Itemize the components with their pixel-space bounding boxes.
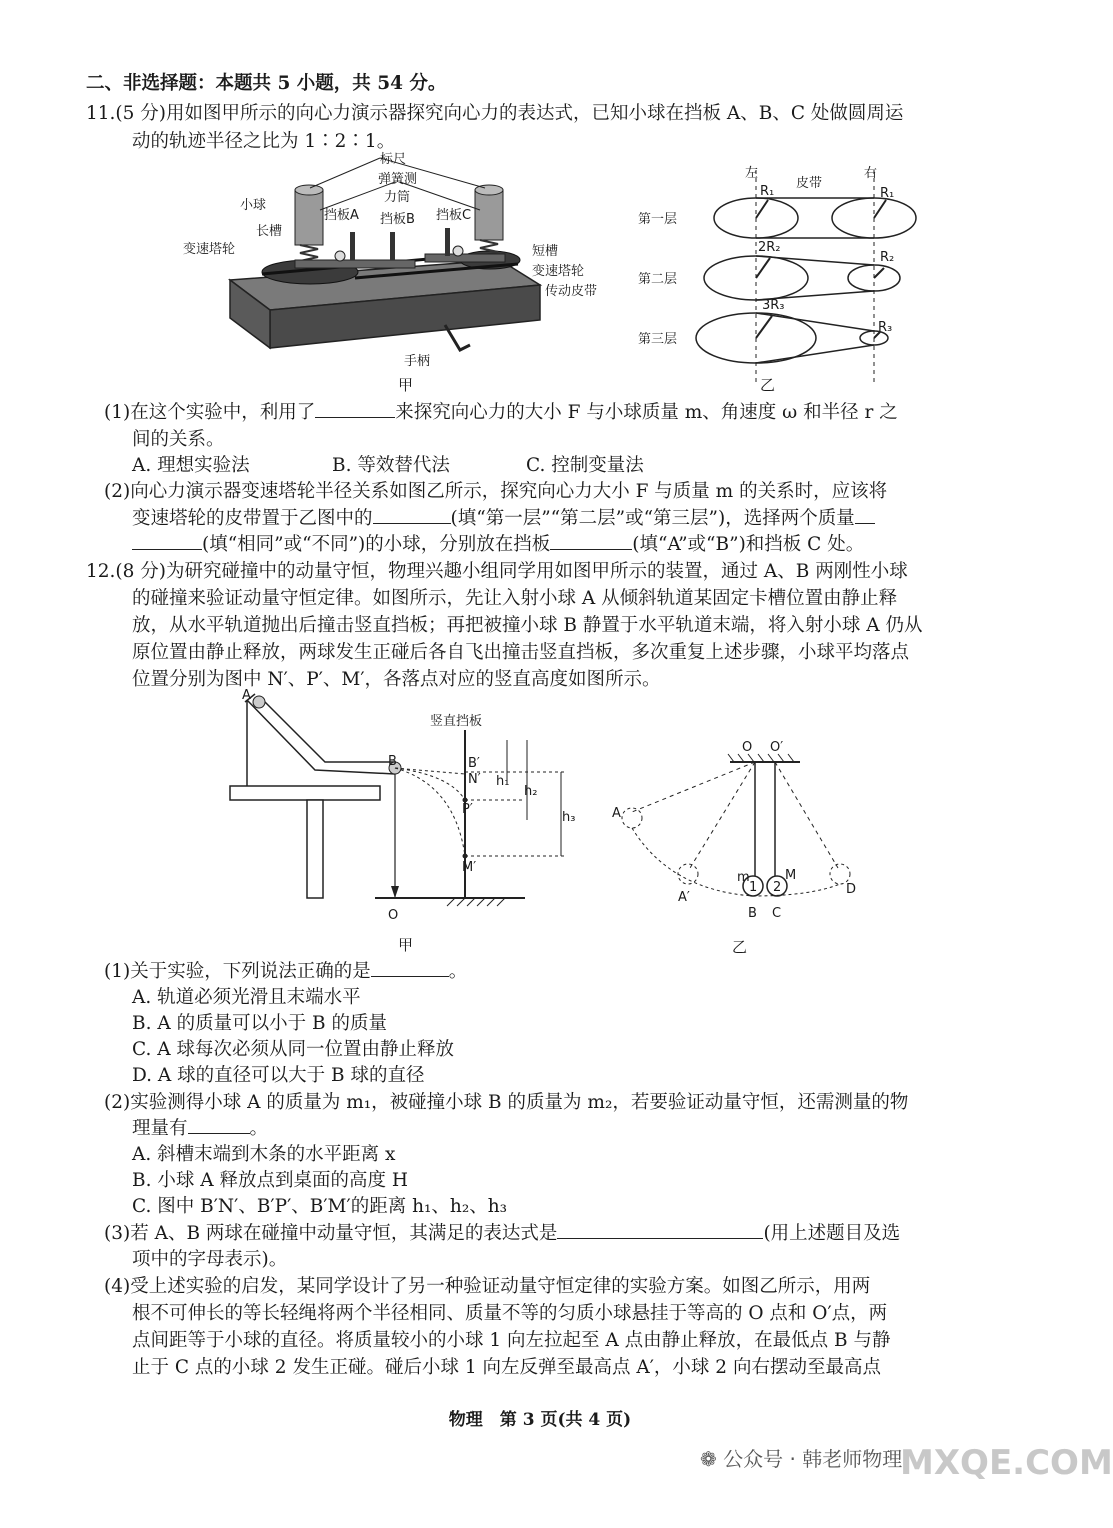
q11-p1-option-c: C. 控制变量法 (526, 455, 644, 476)
label-b-pendulum: B (748, 906, 757, 921)
q11-p1-text-b: 来探究向心力的大小 F 与小球质量 m、角速度 ω 和半径 r 之 (395, 402, 898, 423)
label-ruler: 标尺 (380, 152, 407, 167)
q12-p3-line2: 项中的字母表示)。 (132, 1249, 288, 1270)
label-a-ball: A (242, 688, 251, 703)
q12-p2-option-c: C. 图中 B′N′、B′P′、B′M′的距离 h₁、h₂、h₃ (132, 1196, 508, 1217)
q11-stem-line1: 11.(5 分)用如图甲所示的向心力演示器探究向心力的表达式，已知小球在挡板 A、B、C 处做圆周运 (86, 103, 904, 124)
label-tower-left: 变速塔轮 (183, 242, 236, 257)
q11-p2-line1: (2)向心力演示器变速塔轮半径关系如图乙所示，探究向心力大小 F 与质量 m 的关系时，应该将 (104, 481, 888, 502)
q12-p3-blank[interactable] (557, 1220, 763, 1239)
label-b-prime: B′ (468, 756, 480, 771)
q12-stem-line3: 放，从水平轨道抛出后撞击竖直挡板；再把被撞小球 B 静置于水平轨道末端，将入射小球 A 仍从 (132, 615, 923, 636)
q12-stem-line4: 原位置由静止释放，两球发生正碰后各自飞出撞击竖直挡板，多次重复上述步骤，小球平均落点 (132, 642, 910, 663)
q12-p1-option-a: A. 轨道必须光滑且末端水平 (132, 987, 361, 1008)
label-belt-yi: 皮带 (796, 176, 823, 191)
caption-yi-11: 乙 (760, 376, 776, 394)
label-short-slot: 短槽 (532, 244, 559, 259)
label-baffle-c: 挡板C (436, 208, 472, 223)
q12-p4-line2: 根不可伸长的等长轻绳将两个半径相同、质量不等的匀质小球悬挂于等高的 O 点和 O′点，两 (132, 1303, 888, 1324)
q12-p1-option-b: B. A 的质量可以小于 B 的质量 (132, 1013, 387, 1034)
label-m-prime: M′ (462, 860, 477, 875)
label-handle: 手柄 (404, 354, 431, 369)
label-ball-2: 2 (773, 880, 782, 895)
label-o-point: O (388, 908, 399, 923)
q12-p3-text-b: (用上述题目及选 (763, 1223, 901, 1244)
q12-p2-line1: (2)实验测得小球 A 的质量为 m₁，被碰撞小球 B 的质量为 m₂，若要验证动量守恒，还需测量的物 (104, 1092, 909, 1113)
label-ball: 小球 (240, 198, 267, 213)
label-baffle-b: 挡板B (380, 212, 415, 227)
q11-p2-blank-layer[interactable] (373, 505, 451, 524)
q11-p2-text-d: (填“A”或“B”)和挡板 C 处。 (632, 534, 865, 555)
label-spring2: 力筒 (384, 190, 411, 205)
label-vertical-board: 竖直挡板 (430, 714, 483, 729)
q12-stem-line2: 的碰撞来验证动量守恒定律。如图所示，先让入射小球 A 从倾斜轨道某固定卡槽位置由静止释 (132, 588, 898, 609)
page-footer: 物理 第 3 页(共 4 页) (448, 1410, 632, 1430)
q12-p1-blank[interactable] (371, 958, 449, 977)
q12-p1-text-a: (1)关于实验，下列说法正确的是 (104, 961, 371, 982)
q12-p2-line2 (132, 1115, 268, 1143)
label-r1-right: R₁ (880, 186, 895, 201)
label-n-prime: N′ (468, 772, 481, 787)
label-mass-m: m (737, 870, 750, 885)
label-ball-1: 1 (749, 880, 758, 895)
label-h3: h₃ (562, 810, 576, 825)
q11-p2-line2 (132, 505, 875, 533)
q12-stem-line1: 12.(8 分)为研究碰撞中的动量守恒，物理兴趣小组同学用如图甲所示的装置，通过 A、B 两刚性小球 (86, 561, 908, 582)
label-r1-left: R₁ (760, 184, 775, 199)
label-right: 右 (864, 166, 878, 181)
q12-p2-text-a: 理量有 (132, 1118, 188, 1139)
q11-stem-line2: 动的轨迹半径之比为 1∶2∶1。 (132, 131, 396, 152)
label-baffle-a: 挡板A (324, 208, 359, 223)
q11-p1-option-a: A. 理想实验法 (132, 455, 250, 476)
q12-p2-text-b: 。 (249, 1118, 269, 1139)
label-h1: h₁ (496, 774, 510, 789)
q11-p1-option-b: B. 等效替代法 (332, 455, 450, 476)
watermark-text (700, 1444, 902, 1474)
label-d-pendulum: D (846, 882, 857, 897)
q11-p2-blank-mass[interactable] (132, 531, 202, 550)
q11-p2-text-a: 变速塔轮的皮带置于乙图中的 (132, 508, 373, 529)
caption-jia-12: 甲 (398, 936, 414, 954)
label-o-prime-pendulum: O′ (770, 740, 784, 755)
q12-stem-line5: 位置分别为图中 N′、P′、M′，各落点对应的竖直高度如图所示。 (132, 669, 661, 690)
label-3r3: 3R₃ (762, 298, 785, 313)
label-mass-M: M (785, 868, 797, 883)
label-long-slot: 长槽 (256, 224, 283, 239)
label-r3-right: R₃ (878, 320, 893, 335)
label-r2-right: R₂ (880, 250, 895, 265)
label-2r2: 2R₂ (758, 240, 781, 255)
collision-track-diagram (225, 690, 585, 920)
label-belt: 传动皮带 (545, 284, 598, 299)
q12-p3-text-a: (3)若 A、B 两球在碰撞中动量守恒，其满足的表达式是 (104, 1223, 558, 1244)
section-title: 二、非选择题：本题共 5 小题，共 54 分。 (86, 73, 447, 94)
watermark-logo: MXQE.COM (900, 1443, 1113, 1483)
q12-p1-option-c: C. A 球每次必须从同一位置由静止释放 (132, 1039, 454, 1060)
label-c-pendulum: C (772, 906, 782, 921)
caption-jia-11: 甲 (398, 376, 414, 394)
q11-p1-line2: 间的关系。 (132, 429, 225, 450)
label-h2: h₂ (524, 784, 538, 799)
q12-p1-line (104, 958, 467, 986)
q12-p3-line1 (104, 1220, 900, 1248)
label-left: 左 (745, 166, 759, 181)
label-spring: 弹簧测 (378, 172, 418, 187)
label-layer3: 第三层 (638, 332, 678, 347)
q11-p2-line3 (132, 531, 864, 559)
watermark-label: 公众号 · 韩老师物理 (723, 1447, 903, 1471)
label-layer2: 第二层 (638, 272, 678, 287)
label-layer1: 第一层 (638, 212, 678, 227)
label-a-prime-pendulum: A′ (678, 890, 690, 905)
wechat-icon: ❁ (700, 1447, 724, 1471)
q11-p1-line1 (104, 399, 898, 427)
caption-yi-12: 乙 (732, 938, 748, 956)
q12-p4-line4: 止于 C 点的小球 2 发生正碰。碰后小球 1 向左反弹至最高点 A′，小球 2 向右摆动至最高点 (132, 1357, 881, 1378)
q12-p4-line3: 点间距等于小球的直径。将质量较小的小球 1 向左拉起至 A 点由静止释放，在最低点 B 与静 (132, 1330, 891, 1351)
q11-p2-blank-mass-start[interactable] (855, 505, 875, 524)
q12-p1-option-d: D. A 球的直径可以大于 B 球的直径 (132, 1065, 425, 1086)
label-tower-right: 变速塔轮 (532, 264, 585, 279)
label-a-pendulum: A (612, 806, 621, 821)
label-b-ball: B (388, 754, 397, 769)
q12-p2-option-a: A. 斜槽末端到木条的水平距离 x (132, 1144, 396, 1165)
q11-p1-blank[interactable] (315, 399, 395, 418)
q12-p1-text-b: 。 (448, 961, 468, 982)
q12-p4-line1: (4)受上述实验的启发，某同学设计了另一种验证动量守恒定律的实验方案。如图乙所示，用两 (104, 1276, 871, 1297)
q11-p2-blank-baffle[interactable] (550, 531, 632, 550)
q11-p2-text-c: (填“相同”或“不同”)的小球，分别放在挡板 (202, 534, 551, 555)
label-p-prime: P′ (462, 802, 473, 817)
q11-p2-text-b: (填“第一层”“第二层”或“第三层”)，选择两个质量 (450, 508, 855, 529)
q12-p2-blank[interactable] (188, 1115, 250, 1134)
q12-p2-option-b: B. 小球 A 释放点到桌面的高度 H (132, 1170, 408, 1191)
q11-p1-text-a: (1)在这个实验中，利用了 (104, 402, 316, 423)
label-o-pendulum: O (742, 740, 753, 755)
